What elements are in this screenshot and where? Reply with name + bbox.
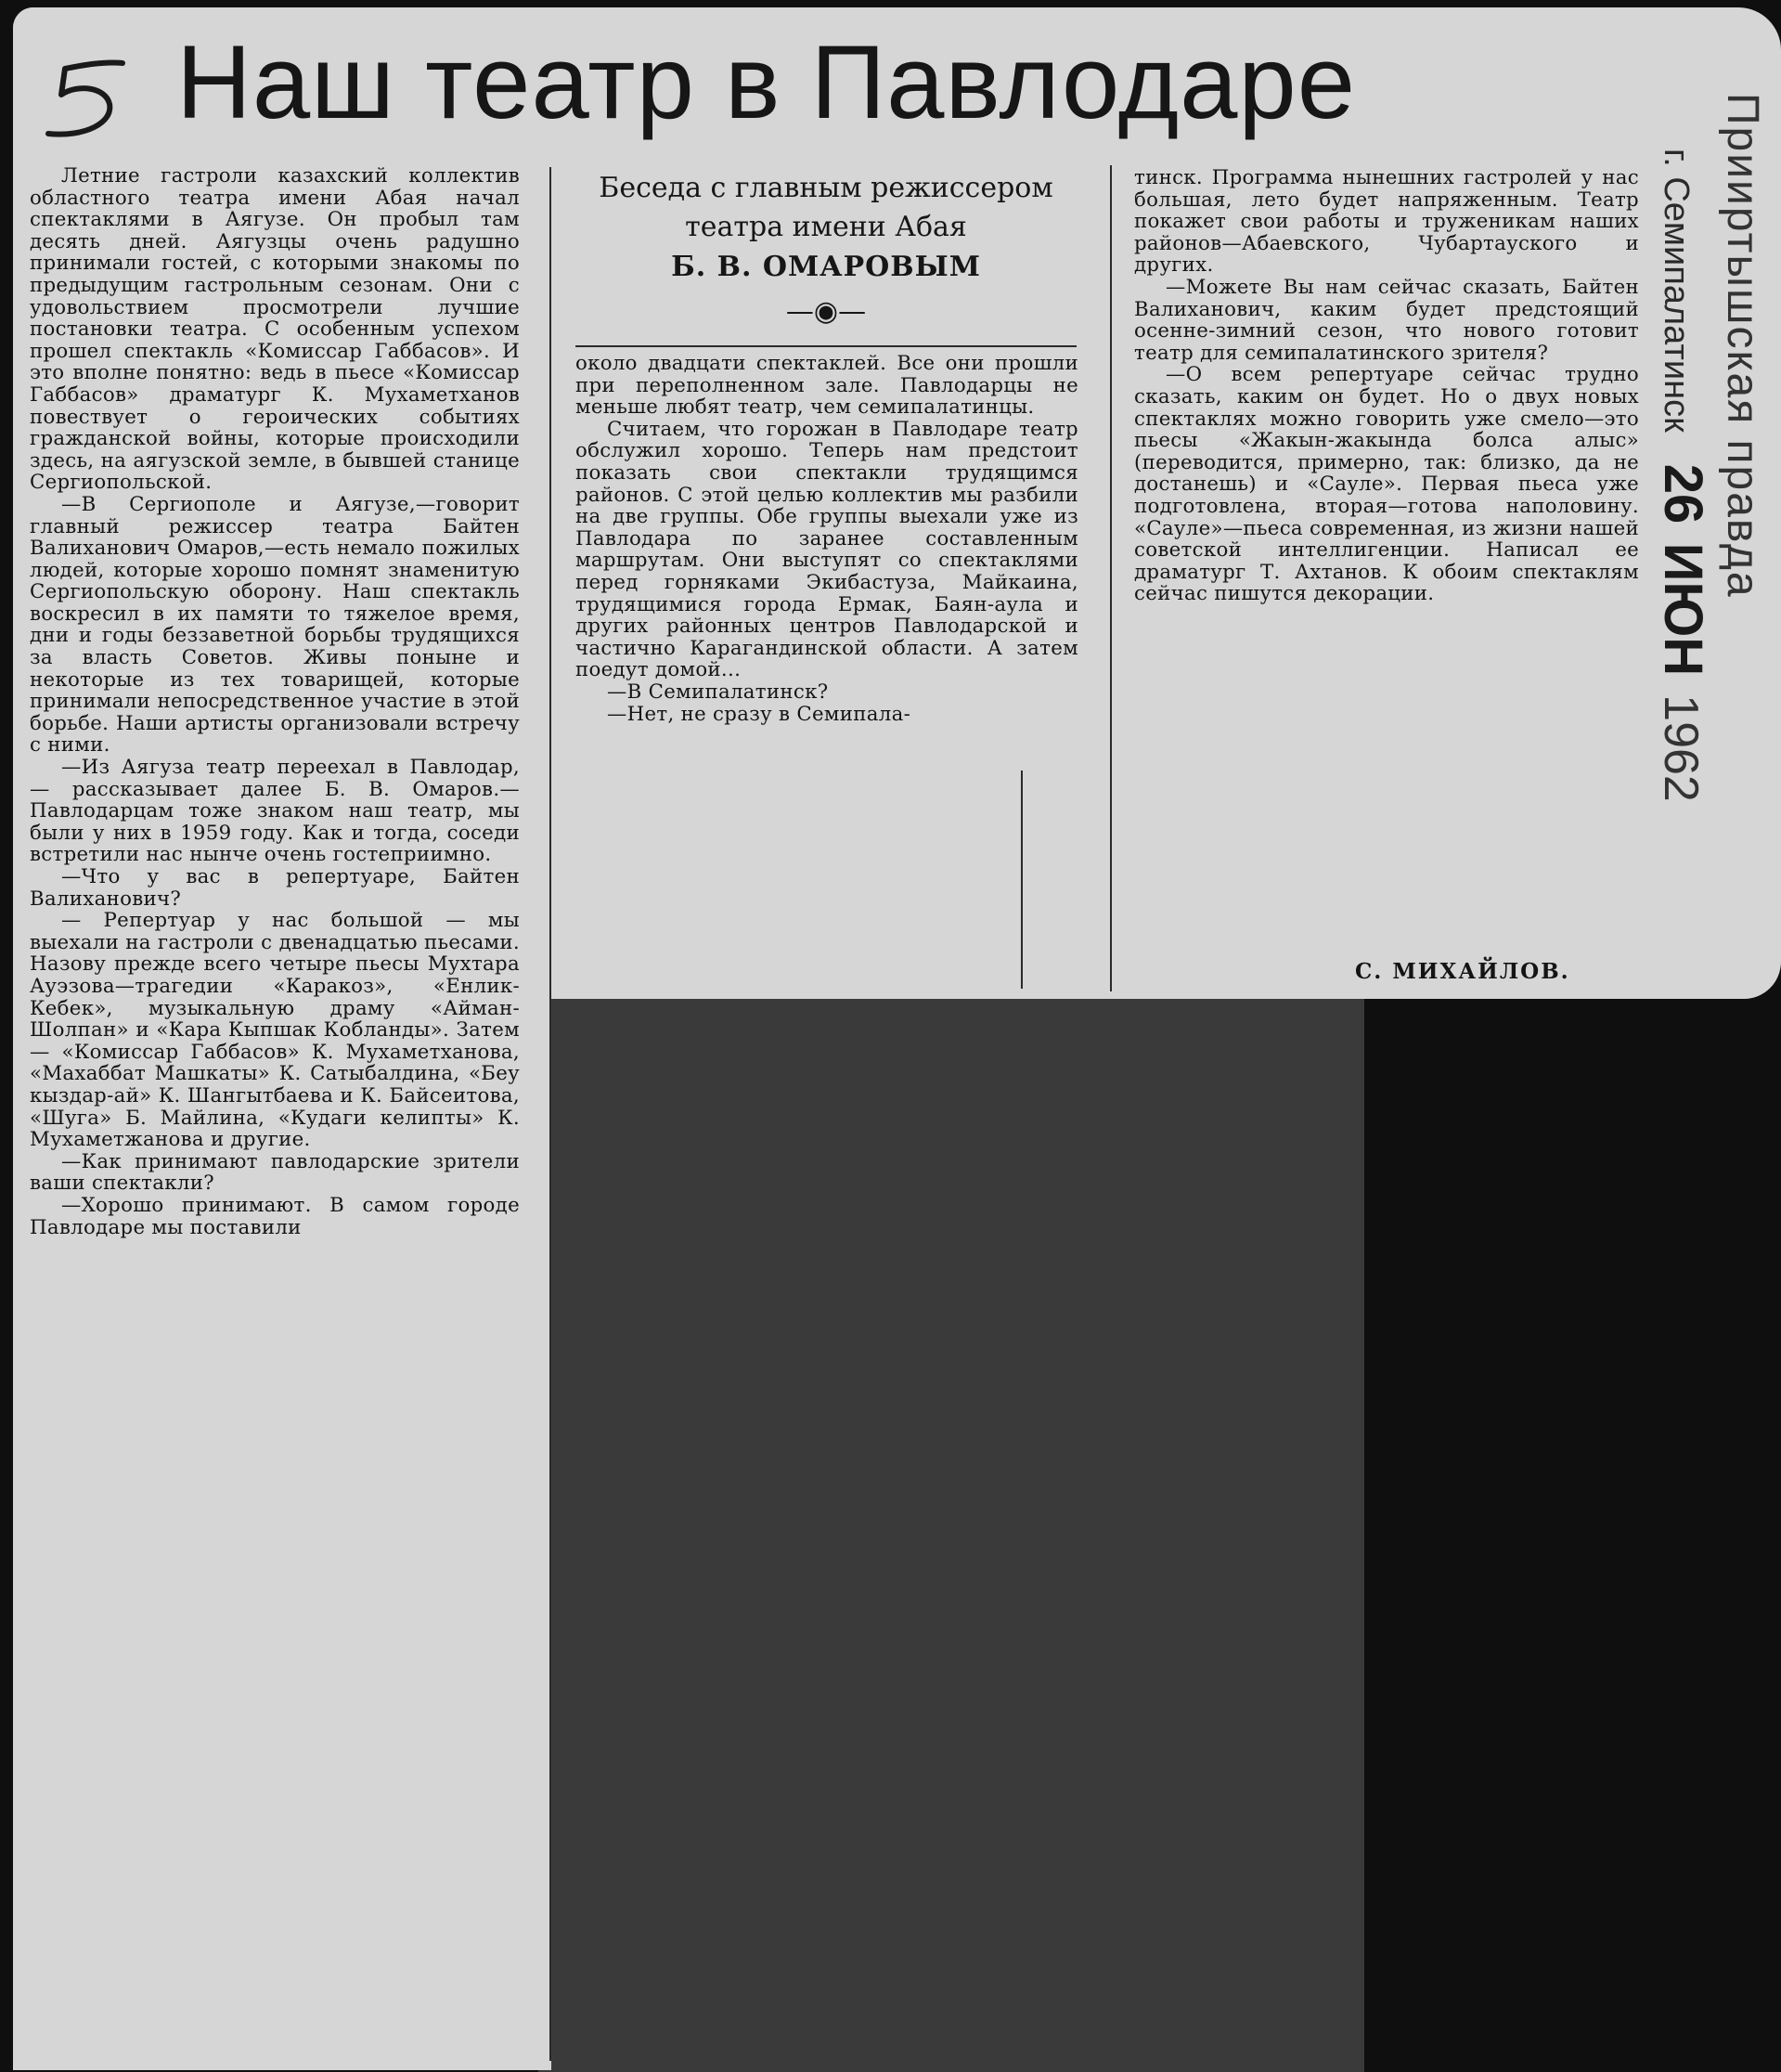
paragraph: —О всем репертуаре сейчас трудно сказать, каким он будет. Но о двух новых спектаклях можно говорить уже смело—это пьесы «Жакын-жакында болса алыс» (переводится, примерно, так: близко, да не достанешь) и «Сауле». Первая пьеса уже подготовлена, вторая—готова наполовину. «Сауле»—пьеса современная, из жизни нашей советской интеллигенции. Написал ее драматург Т. Ахтанов. К обоим спектаклям сейчас пишутся декорации. — [1134, 363, 1639, 606]
paragraph: —В Сергиополе и Аягузе,—говорит главный режиссер театра Байтен Валиханович Омаров,—есть немало пожилых людей, которые хорошо помнят знаменитую Сергиопольскую оборону. Наш спектакль воскресил в их памяти то тяжелое время, дни и годы беззаветной борьбы трудящихся за власть Советов. Живы поныне и некоторые из тех товарищей, которые принимали непосредственное участие в этой борьбе. Наши артисты организовали встречу с ними. — [30, 492, 520, 758]
subheading — [557, 169, 1095, 332]
column-rule-1 — [549, 167, 551, 2061]
paragraph: тинск. Программа нынешних гастролей у нас большая, лето будет напряженным. Театр покажет свои работы и труженикам наших районов—Абаевского, Чубартауского и других. — [1134, 166, 1639, 278]
column-rule-horizontal — [575, 345, 1077, 347]
stamp-date-line — [1650, 149, 1715, 891]
paragraph: —В Семипалатинск? — [607, 680, 829, 704]
paragraph: — Репертуар у нас большой — мы выехали на гастроли с двенадцатью пьесами. Назову прежде всего четыре пьесы Мухтара Ауэзова—трагедии «Каракоз», «Енлик-Кебек», музыкальную драму «Айман-Шолпан» и «Кара Кыпшак Кобланды». Затем — «Комиссар Габбасов» К. Мухаметханова, «Махаббат Машкаты» К. Сатыбалдина, «Беу кыздар-ай» К. Шангытбаева и К. Байсеитова, «Шуга» Б. Майлина, «Кудаги келипты» К. Мухаметжанова и другие. — [30, 909, 520, 1152]
paragraph: Летние гастроли казахский коллектив областного театра имени Абая начал спектаклями в Аягузе. Он пробыл там десять дней. Аягузцы очень радушно принимали гостей, с которыми знакомы по предыдущим гастрольным сезонам. Они с удовольствием просмотрели лучшие постановки театра. С особенным успехом прошел спектакль «Комиссар Габбасов». И это вполне понятно: ведь в пьесе «Комиссар Габбасов» драматург К. Мухаметханов повествует о героических событиях гражданской войны, которые происходили здесь, на аягузской земле, в бывшей станице Сергиопольской. — [30, 164, 520, 495]
scan-gray-area — [538, 989, 1364, 2072]
column-rule-2 — [1110, 165, 1112, 991]
paragraph: —Из Аягуза театр переехал в Павлодар, — рассказывает далее Б. В. Омаров.—Павлодарцам тоже знаком наш театр, мы были у них в 1959 году. Как и тогда, соседи встретили нас нынче очень гостеприимно. — [30, 756, 520, 867]
paragraph: —Нет, не сразу в Семипала- — [607, 702, 911, 726]
paragraph: —Хорошо принимают. В самом городе Павлодаре мы поставили — [30, 1193, 520, 1239]
article-column-left — [30, 165, 520, 2068]
date-stamp — [1643, 93, 1773, 891]
paragraph: около двадцати спектаклей. Все они прошли при переполненном зале. Павлодарцы не меньше любят театр, чем семипалатинцы. — [575, 352, 1078, 420]
author-signature: С. МИХАЙЛОВ. — [1355, 959, 1570, 984]
subhead-line-2: театра имени Абая — [685, 211, 967, 243]
stamp-year: 1962 — [1654, 694, 1708, 802]
article-column-middle — [575, 353, 1078, 993]
handwritten-number — [37, 50, 130, 143]
paragraph: Считаем, что горожан в Павлодаре театр обслужил хорошо. Теперь нам предстоит показать свои спектакли трудящимся районов. С этой целью коллектив мы разбили на две группы. Обе группы выехали уже из Павлодара по заранее составленным маршрутам. Они выступят со спектаклями перед горняками Экибастуза, Майкаина, трудящимися города Ермак, Баян-аула и других районных центров Павлодарской и частично Карагандинской области. А затем поедут домой... — [575, 417, 1078, 682]
paragraph: —Как принимают павлодарские зрители ваши спектакли? — [30, 1149, 520, 1196]
article-column-right — [1134, 167, 1639, 993]
paragraph: —Можете Вы нам сейчас сказать, Байтен Валиханович, каким будет предстоящий осенне-зимний сезон, что нового готовит театр для семипалатинского зрителя? — [1134, 275, 1639, 365]
stamp-day: 26 — [1653, 463, 1713, 524]
stamp-newspaper: Прииртышская правда — [1718, 93, 1767, 599]
subhead-interviewee: Б. В. ОМАРОВЫМ — [671, 251, 981, 283]
ornament: —◉— — [785, 295, 867, 328]
paragraph: —Что у вас в репертуаре, Байтен Валиханович? — [30, 865, 520, 911]
headline: Наш театр в Павлодаре — [176, 24, 1356, 140]
subhead-line-1: Беседа с главным режиссером — [599, 172, 1053, 204]
stamp-month: ИЮН — [1653, 542, 1713, 677]
stamp-city: г. Семипалатинск — [1657, 149, 1696, 433]
